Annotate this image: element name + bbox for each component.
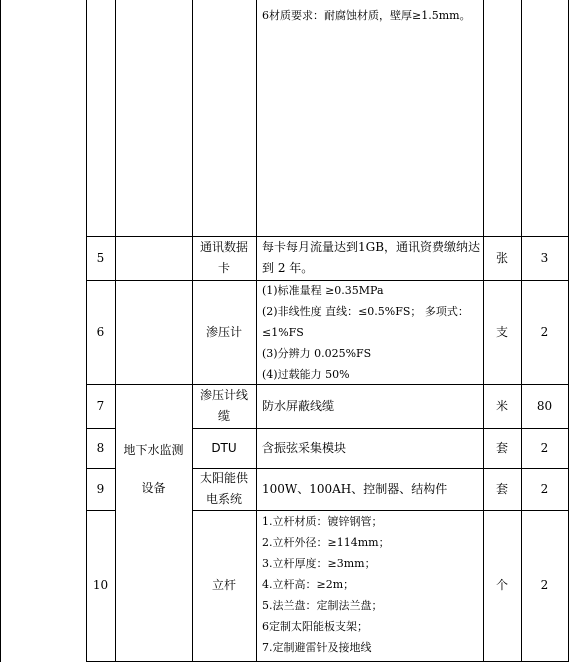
qty-cell: 2 <box>540 578 549 592</box>
unit-cell: 米 <box>495 398 508 413</box>
spec-cell: 100W、100AH、控制器、结构件 <box>262 481 448 496</box>
qty-cell: 2 <box>540 440 549 455</box>
spec-line: 1.立杆材质：镀锌钢管； <box>262 515 383 528</box>
unit-cell: 支 <box>495 324 508 339</box>
row-number: 8 <box>96 440 105 455</box>
unit-cell: 张 <box>495 250 508 265</box>
category-line: 设备 <box>141 481 166 495</box>
item-name-line: 卡 <box>217 261 230 275</box>
border-right <box>568 0 569 662</box>
unit-cell: 个 <box>495 578 508 592</box>
item-name-line: 缆 <box>217 409 230 423</box>
spec-cell <box>262 237 480 279</box>
spec-line: (4)过载能力 50% <box>262 368 350 381</box>
item-name-line: 渗压计线 <box>199 388 248 402</box>
col-divider-2 <box>115 0 116 662</box>
spec-line: 3.立杆厚度：≥3mm； <box>262 557 376 570</box>
row-number: 6 <box>96 324 105 339</box>
row-number: 7 <box>96 398 105 413</box>
spec-cell-top <box>262 5 471 26</box>
unit-cell: 套 <box>495 440 508 455</box>
category-cell <box>115 428 192 510</box>
item-name <box>192 384 256 428</box>
spec-line: (1)标准量程 ≥0.35MPa <box>262 284 384 297</box>
row-number: 10 <box>92 578 109 592</box>
spec-line: 4.立杆高：≥2m； <box>262 578 355 591</box>
item-name: 立杆 <box>211 578 236 592</box>
spec-line: (3)分辨力 0.025%FS <box>262 347 372 360</box>
spec-cell <box>262 511 390 658</box>
qty-cell: 2 <box>540 481 549 496</box>
item-name-line: 电系统 <box>205 492 242 506</box>
item-name-line: 通讯数据 <box>199 240 248 254</box>
item-name: 渗压计 <box>205 324 242 339</box>
spec-line: 2.立杆外径：≥114mm； <box>262 536 390 549</box>
spec-line: 6材质要求：耐腐蚀材质，壁厚≥1.5mm。 <box>262 9 471 22</box>
spec-line: 5.法兰盘：定制法兰盘； <box>262 599 383 612</box>
row-number: 5 <box>96 250 105 265</box>
spec-line: 每卡每月流量达到1GB，通讯资费缴纳达 <box>262 240 481 254</box>
spec-line: (2)非线性度 直线：≤0.5%FS； 多项式： <box>262 305 469 318</box>
unit-cell: 套 <box>495 481 508 496</box>
border-left <box>0 0 1 662</box>
spec-line: 7.定制避雷针及接地线 <box>262 641 372 654</box>
item-name-line: 太阳能供 <box>199 471 248 485</box>
qty-cell: 80 <box>536 398 553 413</box>
item-name <box>192 236 256 280</box>
spec-cell: 含振弦采集模块 <box>262 440 347 455</box>
spec-line: 6定制太阳能板支架； <box>262 620 368 633</box>
spec-cell: 防水屏蔽线缆 <box>262 398 335 413</box>
spec-cell <box>262 280 469 385</box>
spec-line: ≤1%FS <box>262 326 304 339</box>
spec-line: 到 2 年。 <box>262 261 314 275</box>
item-name: DTU <box>211 440 237 455</box>
qty-cell: 2 <box>540 324 549 339</box>
item-name <box>192 468 256 510</box>
qty-cell: 3 <box>540 250 549 265</box>
category-line: 地下水监测 <box>123 443 184 457</box>
row-number: 9 <box>96 481 105 496</box>
col-divider-4 <box>256 0 257 662</box>
